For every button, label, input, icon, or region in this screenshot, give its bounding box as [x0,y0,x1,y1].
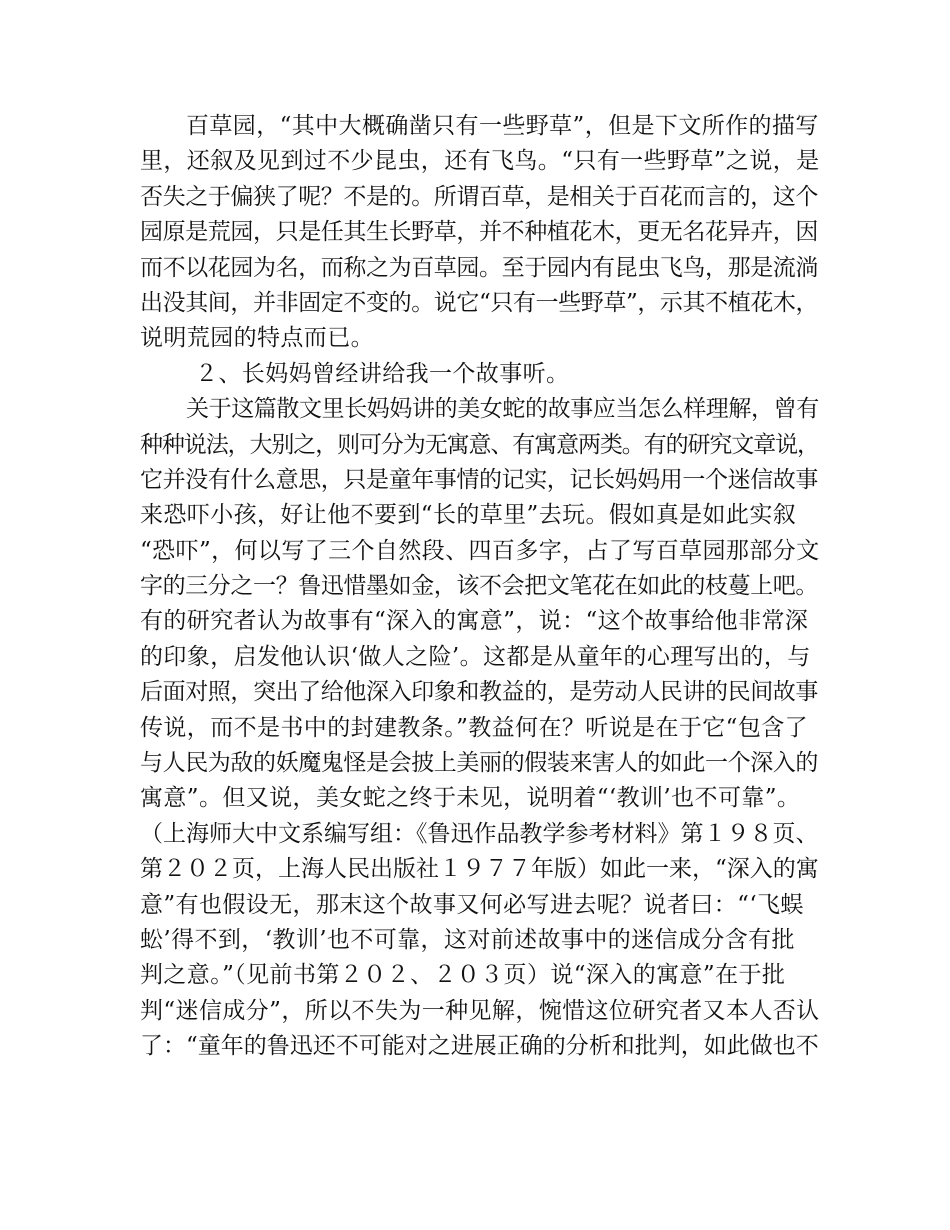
text-line: 的印象，启发他认识‘做人之险’。这都是从童年的心理写出的，与 [140,643,811,670]
text-line: 园原是荒园，只是任其生长野草，并不种植花木，更无名花异卉，因 [140,219,819,246]
text-line: 里，还叙及见到过不少昆虫，还有飞鸟。“只有一些野草”之说，是 [140,148,820,175]
text-line: 而不以花园为名，而称之为百草园。至于园内有昆虫飞鸟，那是流淌 [140,254,819,281]
text-line: 种种说法，大别之，则可分为无寓意、有寓意两类。有的研究文章说， [140,431,819,458]
text-line: （上海师大中文系编写组：《鲁迅作品教学参考材料》第１９８页、 [140,820,819,847]
text-line: 否失之于偏狭了呢？不是的。所谓百草，是相关于百花而言的，这个 [140,183,819,210]
body-text [140,109,820,1065]
text-line: 蚣’得不到，‘教训’也不可靠，这对前述故事中的迷信成分含有批 [140,926,795,953]
text-line: 与人民为敌的妖魔鬼怪是会披上美丽的假装来害人的如此一个深入的 [140,750,819,777]
text-line: 第２０２页，上海人民出版社１９７７年版）如此一来，“深入的寓 [140,856,819,883]
text-line: 了：“童年的鲁迅还不可能对之进展正确的分析和批判，如此做也不 [140,1033,819,1060]
text-line: 后面对照，突出了给他深入印象和教益的，是劳动人民讲的民间故事 [140,679,819,706]
section-heading: ２、长妈妈曾经讲给我一个故事听。 [195,360,570,387]
text-line: 传说，而不是书中的封建教条。”教益何在？听说是在于它“包含了 [140,714,809,741]
text-line: 字的三分之一？鲁迅惜墨如金，该不会把文笔花在如此的枝蔓上吧。 [140,573,819,600]
text-line: “恐吓”，何以写了三个自然段、四百多字，占了写百草园那部分文 [140,537,820,564]
text-line: 判之意。”（见前书第２０２、２０３页）说“深入的寓意”在于批 [140,962,786,989]
text-line: 寓意”。但又说，美女蛇之终于未见，说明着“‘教训’也不可靠”。 [140,785,801,812]
text-line: 有的研究者认为故事有“深入的寓意”，说：“这个故事给他非常深 [140,608,809,635]
text-line: 关于这篇散文里长妈妈讲的美女蛇的故事应当怎么样理解，曾有 [186,396,819,423]
text-line: 意”有也假设无，那末这个故事又何必写进去呢？说者曰：“‘飞蜈 [140,891,804,918]
text-line: 说明荒园的特点而已。 [140,325,374,352]
text-line: 它并没有什么意思，只是童年事情的记实，记长妈妈用一个迷信故事 [140,466,819,493]
text-line: 百草园，“其中大概确凿只有一些野草”，但是下文所作的描写 [186,113,819,139]
text-line: 来恐吓小孩，好让他不要到“长的草里”去玩。假如真是如此实叙 [140,502,797,529]
text-line: 判“迷信成分”，所以不失为一种见解，惋惜这位研究者又本人否认 [140,997,820,1024]
text-line: 出没其间，并非固定不变的。说它“只有一些野草”，示其不植花木， [140,289,819,316]
